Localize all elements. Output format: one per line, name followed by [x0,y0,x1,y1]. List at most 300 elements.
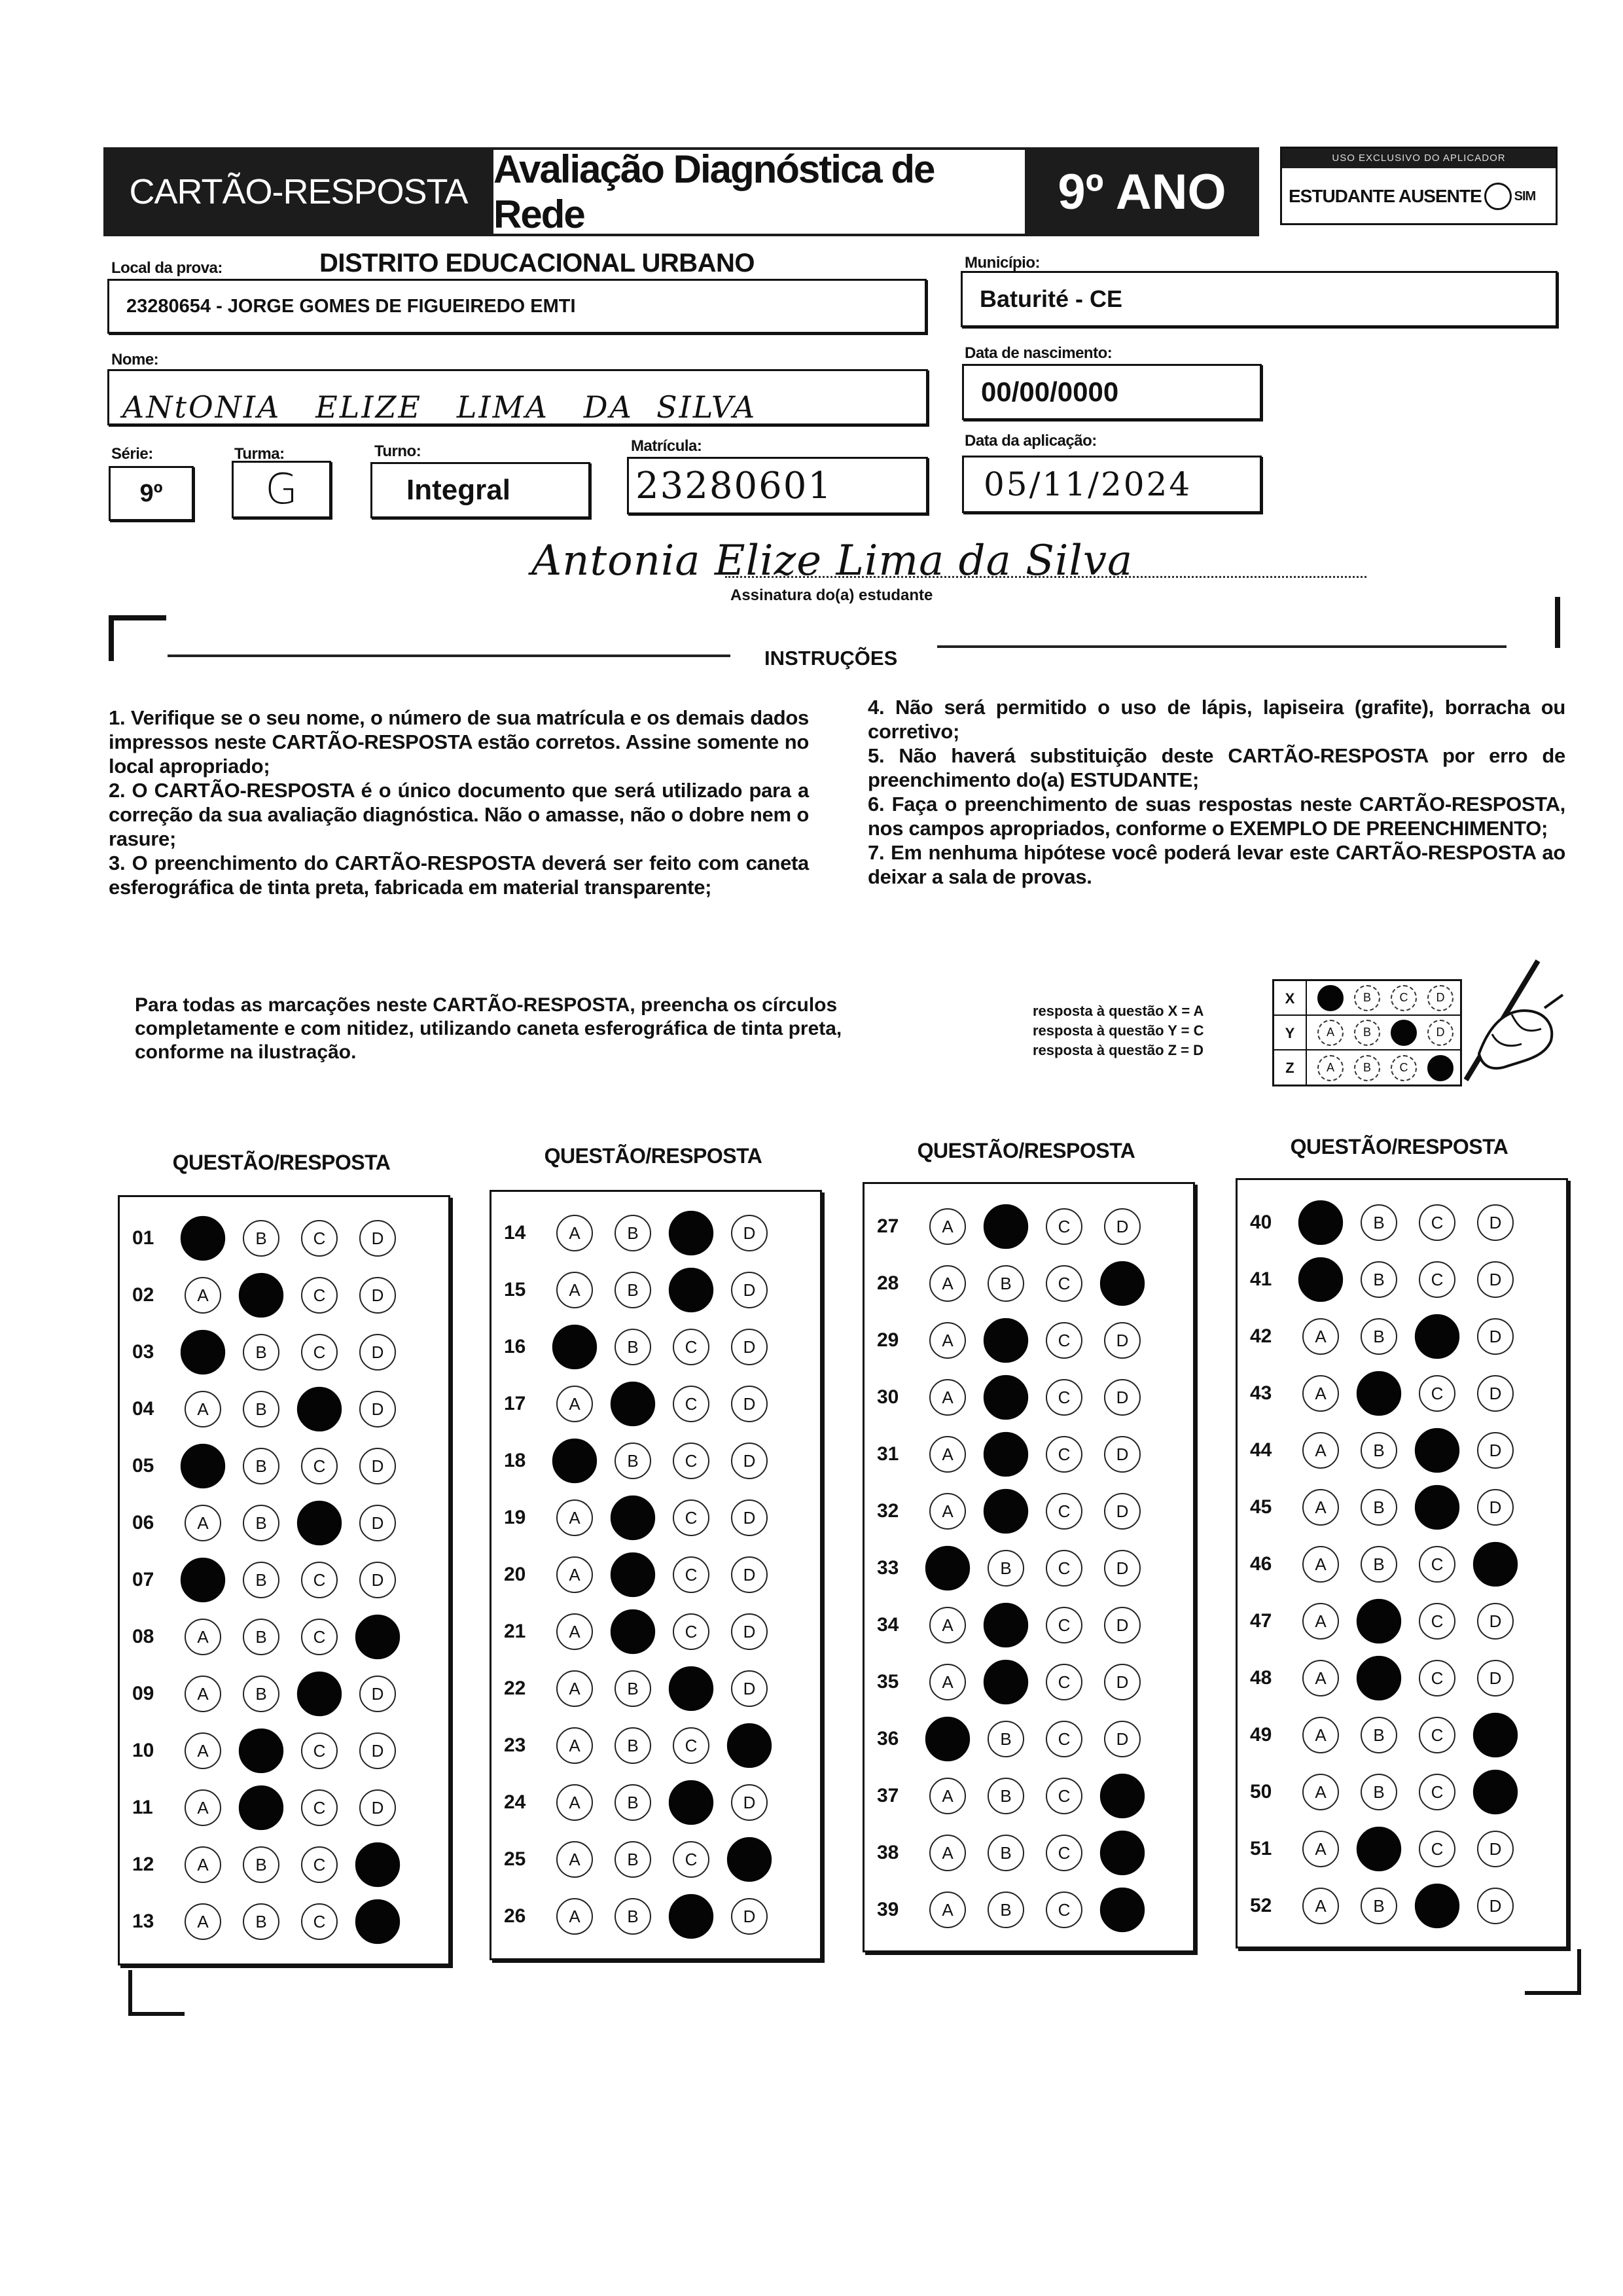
answer-bubble-d[interactable]: D [1477,1261,1514,1298]
instructions-left [109,706,809,899]
answer-bubble-a[interactable]: A [1302,1546,1339,1583]
answer-bubble-b[interactable] [1357,1656,1401,1700]
answer-bubble-d[interactable]: D [1104,1607,1141,1643]
answer-bubble-b[interactable] [1357,1371,1401,1416]
turma-field [232,461,331,518]
answer-bubble-d[interactable]: D [359,1334,396,1371]
answer-bubble-d[interactable]: D [359,1391,396,1427]
evaluation-title: Avaliação Diagnóstica de Rede [493,147,1025,236]
answer-bubble-d[interactable]: D [1477,1318,1514,1355]
answer-bubble-c[interactable]: C [1046,1208,1082,1245]
answer-bubble-d[interactable] [355,1899,400,1944]
answer-bubble-c[interactable]: C [301,1562,338,1598]
question-row [1250,1546,1535,1583]
answer-bubble-b[interactable]: B [243,1846,279,1883]
answer-bubble-a[interactable]: A [1302,1375,1339,1412]
answer-bubble-d[interactable]: D [731,1556,768,1593]
answer-bubble-b[interactable] [611,1609,655,1654]
example-question: Z [1274,1050,1307,1085]
answer-bubble-d[interactable] [727,1723,772,1768]
answer-bubble-d[interactable]: D [731,1784,768,1821]
answer-bubble-b[interactable]: B [1361,1318,1397,1355]
answer-bubble-d[interactable] [727,1837,772,1882]
answer-bubble-b[interactable]: B [1361,1546,1397,1583]
answer-bubble-c[interactable]: C [1046,1835,1082,1871]
answer-bubble-a[interactable]: A [1302,1318,1339,1355]
answer-bubble-a[interactable]: A [556,1670,593,1707]
answer-bubble-c[interactable] [669,1268,713,1312]
answer-bubble-a[interactable]: A [1302,1660,1339,1696]
answer-bubble-d[interactable] [1473,1770,1518,1814]
answer-bubble-c[interactable]: C [301,1220,338,1257]
answer-bubble-a[interactable] [552,1439,597,1483]
answer-bubble-b[interactable]: B [988,1721,1024,1757]
instruction-2: 2. O CARTÃO-RESPOSTA é o único documento que será utilizado para a correção da sua avaliação diagnóstica. Não o amasse, não o dobre nem o rasure; [109,779,809,850]
answer-bubble-c[interactable]: C [673,1727,709,1764]
answer-bubble-c[interactable]: C [1419,1261,1455,1298]
question-number: 11 [132,1797,153,1818]
answer-bubble-a[interactable]: A [185,1505,221,1541]
answer-bubble-c[interactable]: C [1419,1660,1455,1696]
answer-bubble-c[interactable]: C [1419,1717,1455,1753]
answer-bubble-d[interactable]: D [1477,1831,1514,1867]
answer-bubble-a[interactable]: A [929,1664,966,1700]
answer-bubble-d[interactable]: D [1477,1375,1514,1412]
answer-bubble-b[interactable] [611,1552,655,1597]
answer-bubble-c[interactable]: C [673,1386,709,1422]
answer-bubble-d[interactable] [1473,1542,1518,1587]
answer-bubble-b[interactable]: B [243,1676,279,1712]
instr-rule-right [937,645,1507,648]
nascimento-field [962,364,1262,420]
answer-bubble-c[interactable]: C [301,1846,338,1883]
example-bubble: A [1317,1020,1344,1046]
answer-bubble-d[interactable]: D [731,1670,768,1707]
answer-bubble-c[interactable]: C [1419,1546,1455,1583]
answer-bubble-a[interactable] [1298,1257,1343,1302]
answer-bubble-b[interactable]: B [243,1562,279,1598]
answer-bubble-c[interactable]: C [1046,1721,1082,1757]
answer-bubble-a[interactable]: A [929,1379,966,1416]
serie-field [109,466,194,521]
question-row [504,1898,789,1935]
answer-bubble-d[interactable]: D [359,1732,396,1769]
answer-bubble-b[interactable] [984,1375,1028,1420]
answer-bubble-c[interactable]: C [673,1556,709,1593]
answer-bubble-c[interactable]: C [1419,1774,1455,1810]
question-row [504,1727,789,1764]
serie-value: 9º [139,479,163,507]
serie-label: Série: [111,445,153,463]
question-row [1250,1432,1535,1469]
answer-bubble-d[interactable]: D [731,1613,768,1650]
answer-bubble-c[interactable]: C [673,1613,709,1650]
answer-bubble-b[interactable]: B [1361,1717,1397,1753]
instruction-6: 6. Faça o preenchimento de suas respostas neste CARTÃO-RESPOSTA, nos campos apropriados, conforme o EXEMPLO DE PREENCHIMENTO; [868,793,1565,840]
answer-bubble-c[interactable]: C [673,1841,709,1878]
answer-bubble-d[interactable] [1473,1713,1518,1757]
answer-bubble-b[interactable] [984,1318,1028,1363]
question-row [132,1220,418,1257]
answer-bubble-d[interactable]: D [359,1448,396,1484]
answer-bubble-a[interactable] [925,1546,970,1590]
answer-bubble-b[interactable]: B [243,1334,279,1371]
question-number: 51 [1250,1838,1272,1859]
answer-bubble-d[interactable]: D [1104,1379,1141,1416]
answer-bubble-d[interactable]: D [731,1329,768,1365]
answer-bubble-a[interactable]: A [556,1272,593,1308]
answer-bubble-a[interactable] [181,1216,225,1261]
answer-bubble-c[interactable]: C [1046,1550,1082,1587]
question-row [132,1562,418,1598]
answer-bubble-d[interactable] [355,1615,400,1659]
question-row [132,1334,418,1371]
answer-bubble-b[interactable]: B [243,1220,279,1257]
instruction-7: 7. Em nenhuma hipótese você poderá levar este CARTÃO-RESPOSTA ao deixar a sala de provas. [868,841,1565,888]
answer-bubble-b[interactable] [984,1432,1028,1477]
answer-bubble-a[interactable] [1298,1200,1343,1245]
absent-checkbox[interactable] [1484,183,1512,210]
district: DISTRITO EDUCACIONAL URBANO [319,249,755,278]
answer-bubble-a[interactable]: A [556,1613,593,1650]
question-row [504,1329,789,1365]
answer-bubble-b[interactable]: B [615,1841,651,1878]
answer-bubble-a[interactable]: A [556,1556,593,1593]
answer-bubble-b[interactable]: B [615,1670,651,1707]
question-number: 47 [1250,1610,1272,1632]
answer-bubble-a[interactable]: A [556,1784,593,1821]
answer-bubble-c[interactable]: C [1046,1265,1082,1302]
example-bubble: D [1427,1020,1454,1046]
question-number: 23 [504,1734,526,1756]
answer-bubble-d[interactable]: D [731,1272,768,1308]
question-number: 35 [877,1671,899,1693]
question-row [504,1613,789,1650]
answer-bubble-b[interactable]: B [988,1550,1024,1587]
question-number: 44 [1250,1439,1272,1461]
answer-bubble-a[interactable]: A [185,1732,221,1769]
instruction-1: 1. Verifique se o seu nome, o número de sua matrícula e os demais dados impressos neste CARTÃO-RESPOSTA estão corretos. Assine somente no local apropriado; [109,706,809,778]
answer-bubble-d[interactable] [1100,1774,1145,1818]
aplicacao-value: 05/11/2024 [984,465,1192,503]
matricula-field [627,457,928,514]
answer-bubble-b[interactable]: B [243,1903,279,1940]
answer-bubble-a[interactable]: A [929,1493,966,1530]
answer-bubble-d[interactable]: D [359,1277,396,1314]
question-number: 37 [877,1785,899,1806]
answer-bubble-a[interactable]: A [1302,1774,1339,1810]
school-field [107,279,927,334]
question-number: 24 [504,1791,526,1813]
example-bubble: B [1354,1055,1380,1081]
answer-bubble-b[interactable]: B [243,1391,279,1427]
answer-bubble-c[interactable] [669,1894,713,1939]
answer-bubble-d[interactable]: D [1104,1721,1141,1757]
answer-bubble-c[interactable]: C [1046,1664,1082,1700]
answer-bubble-c[interactable]: C [1046,1607,1082,1643]
answer-bubble-c[interactable] [669,1211,713,1255]
answer-bubble-d[interactable]: D [359,1789,396,1826]
example-bubble: C [1391,985,1417,1011]
answer-bubble-c[interactable] [669,1666,713,1711]
legend-y: resposta à questão Y = C [1033,1022,1204,1039]
answer-bubble-d[interactable]: D [731,1386,768,1422]
answer-bubble-b[interactable]: B [1361,1489,1397,1526]
answer-bubble-a[interactable]: A [556,1386,593,1422]
legend-x: resposta à questão X = A [1033,1003,1204,1019]
answer-bubble-c[interactable]: C [1046,1892,1082,1928]
aplicacao-label: Data da aplicação: [965,432,1097,450]
answer-bubble-c[interactable] [1415,1428,1459,1473]
question-row [877,1892,1162,1928]
answer-bubble-a[interactable] [925,1717,970,1761]
answer-bubble-d[interactable]: D [1477,1603,1514,1640]
answer-bubble-d[interactable]: D [731,1215,768,1251]
answer-bubble-b[interactable] [239,1273,283,1318]
answer-bubble-d[interactable]: D [731,1499,768,1536]
answer-bubble-c[interactable] [297,1387,342,1431]
absent-row [1289,183,1535,210]
question-row [132,1732,418,1769]
example-bubble: A [1317,1055,1344,1081]
answer-bubble-c[interactable] [669,1780,713,1825]
question-number: 49 [1250,1724,1272,1746]
answer-bubble-b[interactable]: B [1361,1888,1397,1924]
answer-bubble-a[interactable]: A [929,1778,966,1814]
question-row [1250,1375,1535,1412]
question-number: 09 [132,1683,154,1704]
instruction-3: 3. O preenchimento do CARTÃO-RESPOSTA deverá ser feito com caneta esferográfica de tinta preta, fabricada em material transparente; [109,852,809,899]
answer-bubble-a[interactable]: A [185,1619,221,1655]
answer-bubble-c[interactable]: C [1046,1436,1082,1473]
answer-bubble-d[interactable]: D [359,1562,396,1598]
answer-bubble-c[interactable] [1415,1485,1459,1530]
question-number: 26 [504,1905,526,1927]
answer-bubble-b[interactable] [1357,1827,1401,1871]
answer-bubble-a[interactable]: A [929,1835,966,1871]
answer-bubble-a[interactable]: A [185,1676,221,1712]
answer-bubble-a[interactable] [552,1325,597,1369]
answer-bubble-a[interactable]: A [556,1499,593,1536]
answer-bubble-b[interactable]: B [1361,1432,1397,1469]
answer-bubble-a[interactable]: A [556,1898,593,1935]
answer-bubble-b[interactable]: B [243,1619,279,1655]
answer-bubble-c[interactable]: C [673,1443,709,1479]
answer-bubble-d[interactable]: D [1477,1432,1514,1469]
answer-bubble-c[interactable] [297,1672,342,1716]
question-row [877,1664,1162,1700]
answer-bubble-b[interactable] [239,1729,283,1773]
question-number: 02 [132,1284,154,1306]
answer-bubble-c[interactable]: C [301,1619,338,1655]
answer-bubble-a[interactable]: A [1302,1603,1339,1640]
answer-bubble-b[interactable]: B [615,1727,651,1764]
question-number: 19 [504,1507,526,1528]
answer-bubble-b[interactable]: B [988,1778,1024,1814]
answer-bubble-b[interactable] [239,1785,283,1830]
answer-bubble-d[interactable]: D [1477,1660,1514,1696]
answer-bubble-a[interactable]: A [556,1727,593,1764]
answer-bubble-c[interactable]: C [673,1499,709,1536]
answer-bubble-c[interactable]: C [673,1329,709,1365]
question-number: 14 [504,1222,526,1244]
question-row [1250,1888,1535,1924]
answer-bubble-d[interactable]: D [1477,1888,1514,1924]
question-number: 48 [1250,1667,1272,1689]
answer-bubble-a[interactable]: A [185,1846,221,1883]
question-number: 28 [877,1272,899,1294]
answer-bubble-a[interactable]: A [556,1215,593,1251]
answer-bubble-b[interactable]: B [615,1272,651,1308]
applier-box [1280,147,1558,225]
question-number: 45 [1250,1496,1272,1518]
answer-bubble-b[interactable]: B [988,1265,1024,1302]
answer-bubble-d[interactable] [1100,1831,1145,1875]
answer-bubble-a[interactable] [181,1330,225,1374]
signature-line [725,576,1366,578]
answer-bubble-d[interactable]: D [731,1443,768,1479]
answer-bubble-a[interactable]: A [929,1208,966,1245]
answer-bubble-b[interactable] [984,1489,1028,1534]
question-number: 12 [132,1854,154,1875]
answer-bubble-b[interactable]: B [243,1505,279,1541]
turma-value: G [265,465,298,514]
legend-z: resposta à questão Z = D [1033,1042,1204,1058]
question-row [132,1903,418,1940]
answer-bubble-d[interactable] [1100,1888,1145,1932]
answer-bubble-a[interactable]: A [929,1322,966,1359]
question-row [132,1391,418,1427]
turno-value: Integral [406,474,510,506]
question-number: 04 [132,1398,154,1420]
answer-bubble-a[interactable]: A [556,1841,593,1878]
question-row [877,1436,1162,1473]
answer-bubble-a[interactable]: A [185,1903,221,1940]
answer-bubble-d[interactable]: D [1104,1493,1141,1530]
answer-bubble-a[interactable]: A [185,1789,221,1826]
answer-bubble-b[interactable]: B [615,1329,651,1365]
question-number: 42 [1250,1325,1272,1347]
card-title: CARTÃO-RESPOSTA [103,147,493,236]
municipio-value: Baturité - CE [980,285,1123,312]
answer-bubble-b[interactable] [984,1660,1028,1704]
answer-bubble-a[interactable]: A [185,1277,221,1314]
answer-bubble-d[interactable]: D [1477,1489,1514,1526]
question-number: 25 [504,1848,526,1870]
question-row [1250,1204,1535,1241]
answer-bubble-d[interactable]: D [1104,1436,1141,1473]
question-row [877,1607,1162,1643]
answer-bubble-c[interactable]: C [301,1277,338,1314]
answer-bubble-c[interactable]: C [1046,1322,1082,1359]
answer-bubble-a[interactable]: A [1302,1432,1339,1469]
answer-bubble-a[interactable]: A [1302,1489,1339,1526]
answer-bubble-b[interactable] [1357,1599,1401,1643]
question-row [1250,1660,1535,1696]
question-row [877,1778,1162,1814]
question-row [132,1505,418,1541]
answer-bubble-b[interactable] [611,1496,655,1540]
hand-pen-icon [1414,956,1564,1086]
answer-bubble-c[interactable] [1415,1884,1459,1928]
answer-bubble-a[interactable]: A [1302,1717,1339,1753]
question-number: 21 [504,1621,526,1642]
answer-bubble-d[interactable] [355,1842,400,1887]
answer-bubble-c[interactable]: C [1419,1204,1455,1241]
answer-bubble-a[interactable]: A [929,1607,966,1643]
answer-bubble-b[interactable]: B [615,1898,651,1935]
answer-bubble-c[interactable]: C [301,1903,338,1940]
example-bubble [1391,1020,1417,1046]
answer-bubble-d[interactable]: D [359,1676,396,1712]
question-number: 15 [504,1279,526,1300]
answer-bubble-d[interactable]: D [731,1898,768,1935]
column-header: QUESTÃO/RESPOSTA [1290,1135,1508,1158]
answer-bubble-d[interactable]: D [1104,1550,1141,1587]
answer-bubble-b[interactable]: B [988,1835,1024,1871]
question-number: 03 [132,1341,154,1363]
answer-bubble-b[interactable] [611,1382,655,1426]
question-number: 38 [877,1842,899,1863]
question-number: 46 [1250,1553,1272,1575]
answer-bubble-c[interactable]: C [301,1448,338,1484]
answer-bubble-c[interactable]: C [1419,1831,1455,1867]
answer-bubble-a[interactable] [181,1558,225,1602]
answer-bubble-d[interactable]: D [359,1220,396,1257]
answer-bubble-b[interactable]: B [1361,1261,1397,1298]
answer-bubble-b[interactable]: B [243,1448,279,1484]
answer-bubble-a[interactable]: A [1302,1888,1339,1924]
answer-bubble-d[interactable]: D [1477,1204,1514,1241]
signature: Antonia Elize Lima da Silva [531,537,1133,585]
answer-bubble-b[interactable] [984,1603,1028,1647]
answer-bubble-c[interactable]: C [301,1732,338,1769]
answer-bubble-d[interactable]: D [359,1505,396,1541]
question-row [504,1670,789,1707]
answer-bubble-b[interactable]: B [615,1443,651,1479]
answer-bubble-c[interactable]: C [1419,1603,1455,1640]
answer-bubble-c[interactable]: C [1419,1375,1455,1412]
answer-bubble-a[interactable]: A [929,1436,966,1473]
answer-bubble-b[interactable] [984,1204,1028,1249]
answer-bubble-b[interactable]: B [615,1784,651,1821]
answer-bubble-c[interactable]: C [1046,1493,1082,1530]
answer-bubble-c[interactable]: C [301,1789,338,1826]
answer-bubble-a[interactable]: A [185,1391,221,1427]
municipio-field [961,271,1558,327]
answer-bubble-d[interactable]: D [1104,1664,1141,1700]
answer-bubble-b[interactable]: B [615,1215,651,1251]
answer-bubble-c[interactable]: C [1046,1778,1082,1814]
question-row [1250,1489,1535,1526]
answer-bubble-d[interactable]: D [1104,1322,1141,1359]
answer-bubble-c[interactable]: C [1046,1379,1082,1416]
answer-bubble-d[interactable] [1100,1261,1145,1306]
answer-bubble-b[interactable]: B [1361,1204,1397,1241]
answer-bubble-c[interactable]: C [301,1334,338,1371]
question-row [877,1835,1162,1871]
answer-bubble-a[interactable]: A [1302,1831,1339,1867]
answer-bubble-a[interactable]: A [929,1892,966,1928]
answer-bubble-b[interactable]: B [988,1892,1024,1928]
answer-bubble-a[interactable] [181,1444,225,1488]
answer-bubble-b[interactable]: B [1361,1774,1397,1810]
answer-bubble-c[interactable] [1415,1314,1459,1359]
answer-bubble-c[interactable] [297,1501,342,1545]
answer-bubble-d[interactable]: D [1104,1208,1141,1245]
answer-bubble-a[interactable]: A [929,1265,966,1302]
question-number: 29 [877,1329,899,1351]
